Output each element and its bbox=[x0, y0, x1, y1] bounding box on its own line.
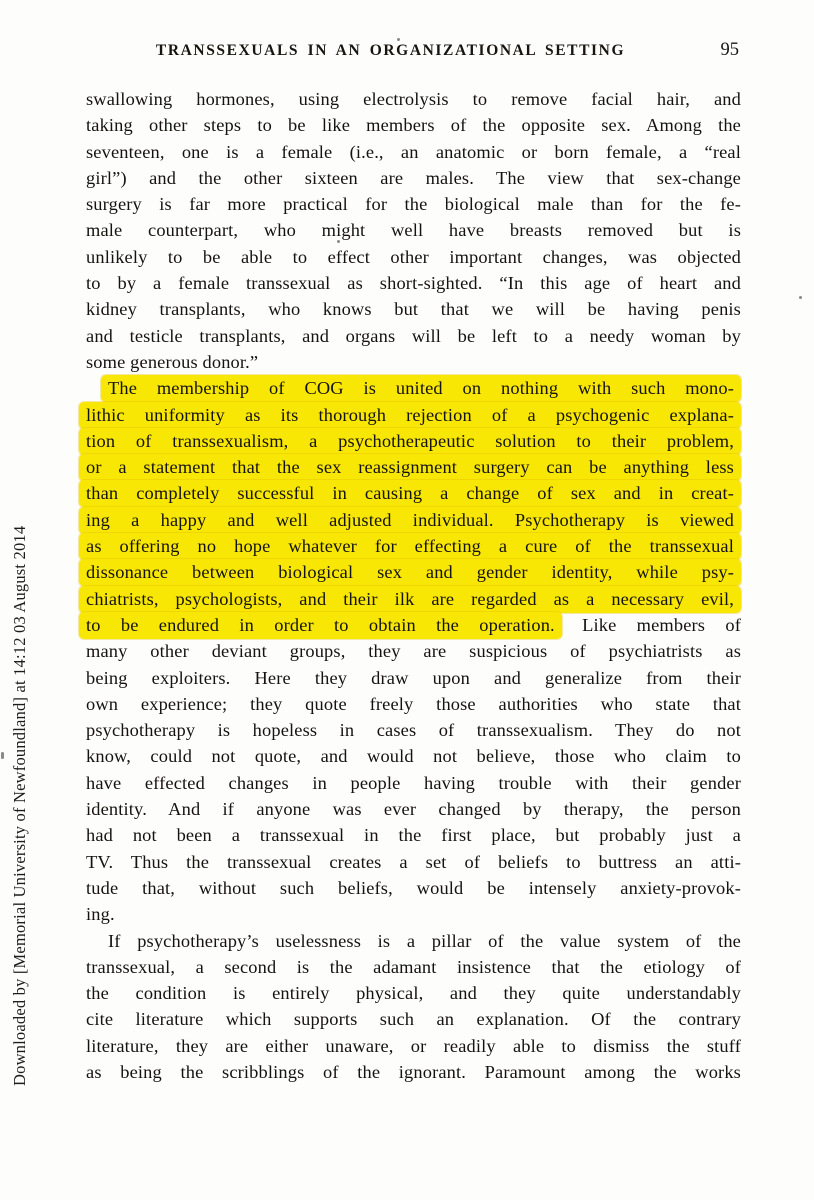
text-segment: know, could not quote, and would not believe, those who claim to bbox=[86, 746, 741, 767]
text-segment: being exploiters. Here they draw upon and generalize from their bbox=[86, 667, 741, 688]
text-line bbox=[86, 691, 741, 717]
text-line bbox=[86, 244, 741, 270]
text-segment: have effected changes in people having trouble with their gender bbox=[86, 772, 741, 793]
text-line bbox=[86, 586, 741, 612]
text-segment: seventeen, one is a female (i.e., an anatomic or born female, a “real bbox=[86, 141, 741, 162]
text-line bbox=[86, 323, 741, 349]
highlighted-text: ing a happy and well adjusted individual. Psychotherapy is viewed bbox=[79, 507, 741, 534]
highlighted-text: tion of transsexualism, a psychotherapeutic solution to their problem, bbox=[79, 428, 741, 455]
text-line bbox=[86, 86, 741, 112]
text-segment: surgery is far more practical for the biological male than for the fe- bbox=[86, 194, 741, 215]
text-line bbox=[86, 112, 741, 138]
text-line bbox=[86, 375, 741, 401]
text-segment: own experience; they quote freely those authorities who state that bbox=[86, 693, 741, 714]
text-line bbox=[86, 1006, 741, 1032]
highlighted-text: dissonance between biological sex and gender identity, while psy- bbox=[79, 559, 741, 586]
page-header bbox=[86, 42, 741, 64]
text-segment: unlikely to be able to effect other important changes, was objected bbox=[86, 246, 741, 267]
text-segment: girl”) and the other sixteen are males. The view that sex-change bbox=[86, 167, 741, 188]
text-line bbox=[86, 717, 741, 743]
scan-speck bbox=[1, 752, 4, 759]
scan-speck bbox=[337, 240, 340, 243]
text-segment: swallowing hormones, using electrolysis to remove facial hair, and bbox=[86, 89, 741, 109]
body-text bbox=[86, 86, 741, 1085]
text-segment: identity. And if anyone was ever changed by therapy, the person bbox=[86, 799, 741, 820]
text-line bbox=[86, 428, 741, 454]
text-line bbox=[86, 191, 741, 217]
text-line bbox=[86, 454, 741, 480]
text-line bbox=[86, 770, 741, 796]
text-segment: had not been a transsexual in the first place, but probably just a bbox=[86, 825, 741, 846]
text-line bbox=[86, 954, 741, 980]
highlighted-text: The membership of COG is united on nothing with such mono- bbox=[101, 375, 741, 402]
text-line bbox=[86, 165, 741, 191]
text-segment: cite literature which supports such an explanation. Of the contrary bbox=[86, 1009, 741, 1030]
text-segment: as being the scribblings of the ignorant. Paramount among the works bbox=[86, 1061, 741, 1082]
highlighted-text: than completely successful in causing a change of sex and in creat- bbox=[79, 480, 741, 507]
text-line bbox=[86, 875, 741, 901]
text-line bbox=[86, 270, 741, 296]
highlighted-text: as offering no hope whatever for effecting a cure of the transsexual bbox=[79, 533, 741, 560]
text-segment: If psychotherapy’s uselessness is a pillar of the value system of the bbox=[108, 930, 741, 951]
text-line bbox=[86, 559, 741, 585]
text-segment: some generous donor.” bbox=[86, 351, 259, 372]
text-line bbox=[86, 1033, 741, 1059]
text-line bbox=[86, 980, 741, 1006]
text-line bbox=[86, 849, 741, 875]
text-segment: transsexual, a second is the adamant insistence that the etiology of bbox=[86, 956, 741, 977]
highlighted-text: to be endured in order to obtain the operation. bbox=[79, 612, 562, 639]
text-segment: TV. Thus the transsexual creates a set of beliefs to buttress an atti- bbox=[86, 851, 741, 872]
text-segment: literature, they are either unaware, or readily able to dismiss the stuff bbox=[86, 1035, 741, 1056]
text-segment: male counterpart, who might well have breasts removed but is bbox=[86, 220, 741, 241]
text-line bbox=[86, 139, 741, 165]
text-line bbox=[86, 296, 741, 322]
text-segment: psychotherapy is hopeless in cases of transsexualism. They do not bbox=[86, 720, 741, 741]
download-watermark: Downloaded by [Memorial University of Newfoundland] at 14:12 03 August 2014 bbox=[10, 525, 29, 1086]
text-segment: kidney transplants, who knows but that we will be having penis bbox=[86, 299, 741, 320]
text-segment: taking other steps to be like members of the opposite sex. Among the bbox=[86, 115, 741, 136]
running-title: TRANSSEXUALS IN AN ORGANIZATIONAL SETTING bbox=[155, 42, 626, 59]
highlighted-text: or a statement that the sex reassignment surgery can be anything less bbox=[79, 454, 741, 481]
text-line bbox=[86, 533, 741, 559]
text-segment: and testicle transplants, and organs will be left to a needy woman by bbox=[86, 325, 741, 346]
text-segment: the condition is entirely physical, and they quite understandably bbox=[86, 983, 741, 1004]
highlighted-text: chiatrists, psychologists, and their ilk are regarded as a necessary evil, bbox=[79, 586, 741, 613]
text-segment: Like members of bbox=[561, 614, 742, 635]
text-line bbox=[86, 638, 741, 664]
text-line bbox=[86, 612, 741, 638]
scan-speck bbox=[397, 38, 400, 41]
text-line bbox=[86, 480, 741, 506]
text-line bbox=[86, 822, 741, 848]
text-line bbox=[86, 928, 741, 954]
text-segment: to by a female transsexual as short-sighted. “In this age of heart and bbox=[86, 273, 741, 294]
text-line bbox=[86, 402, 741, 428]
page-number: 95 bbox=[720, 40, 739, 60]
text-line bbox=[86, 796, 741, 822]
text-line bbox=[86, 743, 741, 769]
text-line bbox=[86, 349, 741, 375]
text-line bbox=[86, 665, 741, 691]
highlighted-text: lithic uniformity as its thorough rejection of a psychogenic explana- bbox=[79, 402, 741, 429]
scan-speck bbox=[799, 296, 802, 299]
text-segment: tude that, without such beliefs, would be intensely anxiety-provok- bbox=[86, 877, 741, 898]
text-line bbox=[86, 901, 741, 927]
text-segment: ing. bbox=[86, 904, 115, 925]
text-segment: many other deviant groups, they are suspicious of psychiatrists as bbox=[86, 641, 741, 662]
text-line bbox=[86, 1059, 741, 1085]
text-line bbox=[86, 217, 741, 243]
text-line bbox=[86, 507, 741, 533]
